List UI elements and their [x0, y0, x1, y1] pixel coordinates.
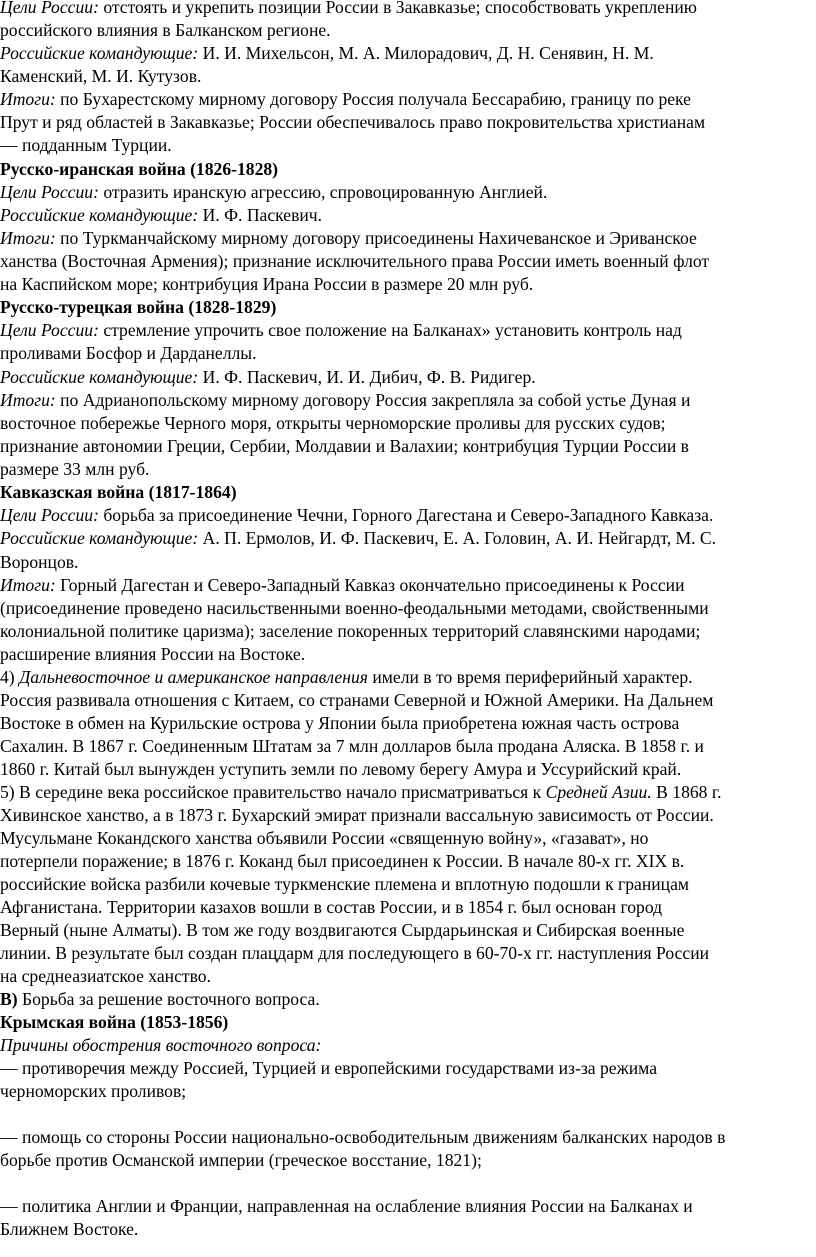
heading-text: Русско-иранская война (1826-1828): [0, 159, 279, 179]
italic-label: Цели России:: [0, 320, 99, 340]
text-line: [0, 919, 684, 942]
body-text: Сахалин. В 1867 г. Соединенным Штатам за 7 млн долларов была продана Аляска. В 1858 г. и: [0, 736, 704, 756]
body-text: 1860 г. Китай был вынужден уступить земли по левому берегу Амура и Уссурийский край.: [0, 759, 682, 779]
heading-text: Русско-турецкая война (1828-1829): [0, 297, 277, 317]
text-line: [0, 1126, 725, 1149]
body-text: Мусульмане Кокандского ханства объявили России «священную войну», «газават», но: [0, 828, 649, 848]
text-line: [0, 458, 149, 481]
text-line: [0, 412, 666, 435]
heading-text: Кавказская война (1817-1864): [0, 482, 237, 502]
body-text: имели в то время периферийный характер.: [367, 667, 693, 687]
text-line: [0, 0, 697, 19]
text-line: [0, 689, 713, 712]
text-line: [0, 758, 681, 781]
italic-label: Итоги:: [0, 228, 56, 248]
body-text: — противоречия между Россией, Турцией и европейскими государствами из-за режима: [0, 1058, 658, 1078]
italic-label: Российские командующие:: [0, 43, 199, 63]
text-line: [0, 827, 648, 850]
italic-label: Итоги:: [0, 390, 56, 410]
text-line: [0, 527, 716, 550]
text-line: [0, 273, 533, 296]
text-line: [0, 804, 714, 827]
body-text: колониальной политике царизма); заселение покоренных территорий славянскими народами;: [0, 621, 701, 641]
text-line: [0, 965, 211, 988]
body-text: Верный (ныне Алматы). В том же году воздвигаются Сырдарьинская и Сибирская военные: [0, 920, 685, 940]
text-line: [0, 389, 690, 412]
italic-label: Причины обострения восточного вопроса:: [0, 1035, 322, 1055]
italic-label: Средней Азии.: [545, 782, 652, 802]
text-line: [0, 227, 697, 250]
body-text: Прут и ряд областей в Закавказье; России обеспечивалось право покровительства христианам: [0, 112, 706, 132]
text-line: [0, 19, 331, 42]
body-text: на Каспийском море; контрибуция Ирана России в размере 20 млн руб.: [0, 274, 534, 294]
body-text: — помощь со стороны России национально-освободительным движениям балканских народов в: [0, 1127, 726, 1147]
italic-label: Цели России:: [0, 182, 99, 202]
text-line: [0, 735, 704, 758]
text-line: [0, 597, 709, 620]
text-line: [0, 435, 689, 458]
body-text: — подданным Турции.: [0, 135, 172, 155]
body-text: Афганистана. Территории казахов вошли в состав России, и в 1854 г. был основан город: [0, 897, 663, 917]
text-line: [0, 1149, 482, 1172]
body-text: по Адрианопольскому мирному договору Россия закрепляла за собой устье Дуная и: [55, 390, 691, 410]
body-text: А. П. Ермолов, И. Ф. Паскевич, Е. А. Головин, А. И. Нейгардт, М. С.: [198, 528, 717, 548]
text-line: [0, 481, 237, 504]
body-text: 4): [0, 667, 20, 687]
text-line: [0, 204, 322, 227]
italic-label: Российские командующие:: [0, 528, 199, 548]
body-text: на среднеазиатское ханство.: [0, 966, 211, 986]
body-text: потерпели поражение; в 1876 г. Коканд был присоединен к России. В начале 80-х гг. XIX в.: [0, 851, 685, 871]
italic-label: Российские командующие:: [0, 367, 199, 387]
body-text: проливами Босфор и Дарданеллы.: [0, 343, 257, 363]
text-line: [0, 65, 201, 88]
heading-text: В): [0, 989, 18, 1009]
italic-label: Российские командующие:: [0, 205, 199, 225]
body-text: линии. В результате был создан плацдарм для последующего в 60-70-х гг. наступления России: [0, 943, 710, 963]
italic-label: Цели России:: [0, 505, 99, 525]
text-line: [0, 1034, 321, 1057]
text-line: [0, 1080, 186, 1103]
text-line: [0, 574, 685, 597]
text-line: [0, 504, 713, 527]
text-line: [0, 896, 662, 919]
text-line: [0, 296, 276, 319]
body-text: Востоке в обмен на Курильские острова у Японии была приобретена южная часть острова: [0, 713, 680, 733]
body-text: Каменский, М. И. Кутузов.: [0, 66, 202, 86]
text-line: [0, 712, 679, 735]
text-line: [0, 643, 305, 666]
body-text: И. Ф. Паскевич.: [198, 205, 323, 225]
text-line: [0, 250, 709, 273]
text-line: [0, 42, 654, 65]
text-line: [0, 181, 547, 204]
body-text: И. Ф. Паскевич, И. И. Дибич, Ф. В. Ридигер.: [198, 367, 536, 387]
body-text: — политика Англии и Франции, направленная на ослабление влияния России на Балканах и: [0, 1196, 693, 1216]
text-line: [0, 1011, 228, 1034]
body-text: черноморских проливов;: [0, 1081, 187, 1101]
text-line: [0, 666, 693, 689]
text-line: [0, 1218, 138, 1241]
body-text: Россия развивала отношения с Китаем, со странами Северной и Южной Америки. На Дальнем: [0, 690, 714, 710]
body-text: расширение влияния России на Востоке.: [0, 644, 306, 664]
body-text: российского влияния в Балканском регионе.: [0, 20, 331, 40]
body-text: (присоединение проведено насильственными военно-феодальными методами, свойственными: [0, 598, 709, 618]
italic-label: Итоги:: [0, 89, 56, 109]
text-line: [0, 988, 320, 1011]
text-line: [0, 620, 700, 643]
body-text: стремление упрочить свое положение на Балканах» установить контроль над: [98, 320, 682, 340]
body-text: борьбе против Османской империи (греческое восстание, 1821);: [0, 1150, 482, 1170]
text-line: [0, 942, 709, 965]
heading-text: Крымская война (1853-1856): [0, 1012, 229, 1032]
body-text: Борьба за решение восточного вопроса.: [17, 989, 320, 1009]
text-line: [0, 873, 689, 896]
text-line: [0, 319, 682, 342]
body-text: российские войска разбили кочевые туркменские племена и вплотную подошли к границам: [0, 874, 690, 894]
body-text: признание автономии Греции, Сербии, Молдавии и Валахии; контрибуция Турции России в: [0, 436, 689, 456]
body-text: Горный Дагестан и Северо-Западный Кавказ окончательно присоединены к России: [55, 575, 685, 595]
text-line: [0, 850, 684, 873]
italic-label: Дальневосточное и американское направления: [19, 667, 368, 687]
text-line: [0, 551, 78, 574]
body-text: по Бухарестскому мирному договору Россия получала Бессарабию, границу по реке: [55, 89, 691, 109]
body-text: отразить иранскую агрессию, спровоцированную Англией.: [98, 182, 548, 202]
body-text: борьба за присоединение Чечни, Горного Дагестана и Северо-Западного Кавказа.: [98, 505, 714, 525]
text-line: [0, 111, 705, 134]
text-line: [0, 88, 691, 111]
body-text: 5) В середине века российское правительство начало присматриваться к: [0, 782, 546, 802]
italic-label: Итоги:: [0, 575, 56, 595]
text-line: [0, 781, 721, 804]
body-text: по Туркманчайскому мирному договору присоединены Нахичеванское и Эриванское: [55, 228, 697, 248]
body-text: В 1868 г.: [651, 782, 722, 802]
body-text: Ближнем Востоке.: [0, 1219, 139, 1239]
body-text: размере 33 млн руб.: [0, 459, 150, 479]
body-text: отстоять и укрепить позиции России в Закавказье; способствовать укреплению: [98, 0, 697, 17]
italic-label: Цели России:: [0, 0, 99, 17]
body-text: восточное побережье Черного моря, открыты черноморские проливы для русских судов;: [0, 413, 666, 433]
text-line: [0, 1057, 657, 1080]
body-text: ханства (Восточная Армения); признание исключительного права России иметь военный флот: [0, 251, 710, 271]
text-line: [0, 342, 257, 365]
text-line: [0, 134, 172, 157]
text-line: [0, 1195, 693, 1218]
text-line: [0, 158, 278, 181]
body-text: Хивинское ханство, а в 1873 г. Бухарский эмират признали вассальную зависимость от России.: [0, 805, 714, 825]
body-text: И. И. Михельсон, М. А. Милорадович, Д. Н. Сенявин, Н. М.: [198, 43, 654, 63]
text-line: [0, 366, 536, 389]
body-text: Воронцов.: [0, 552, 79, 572]
